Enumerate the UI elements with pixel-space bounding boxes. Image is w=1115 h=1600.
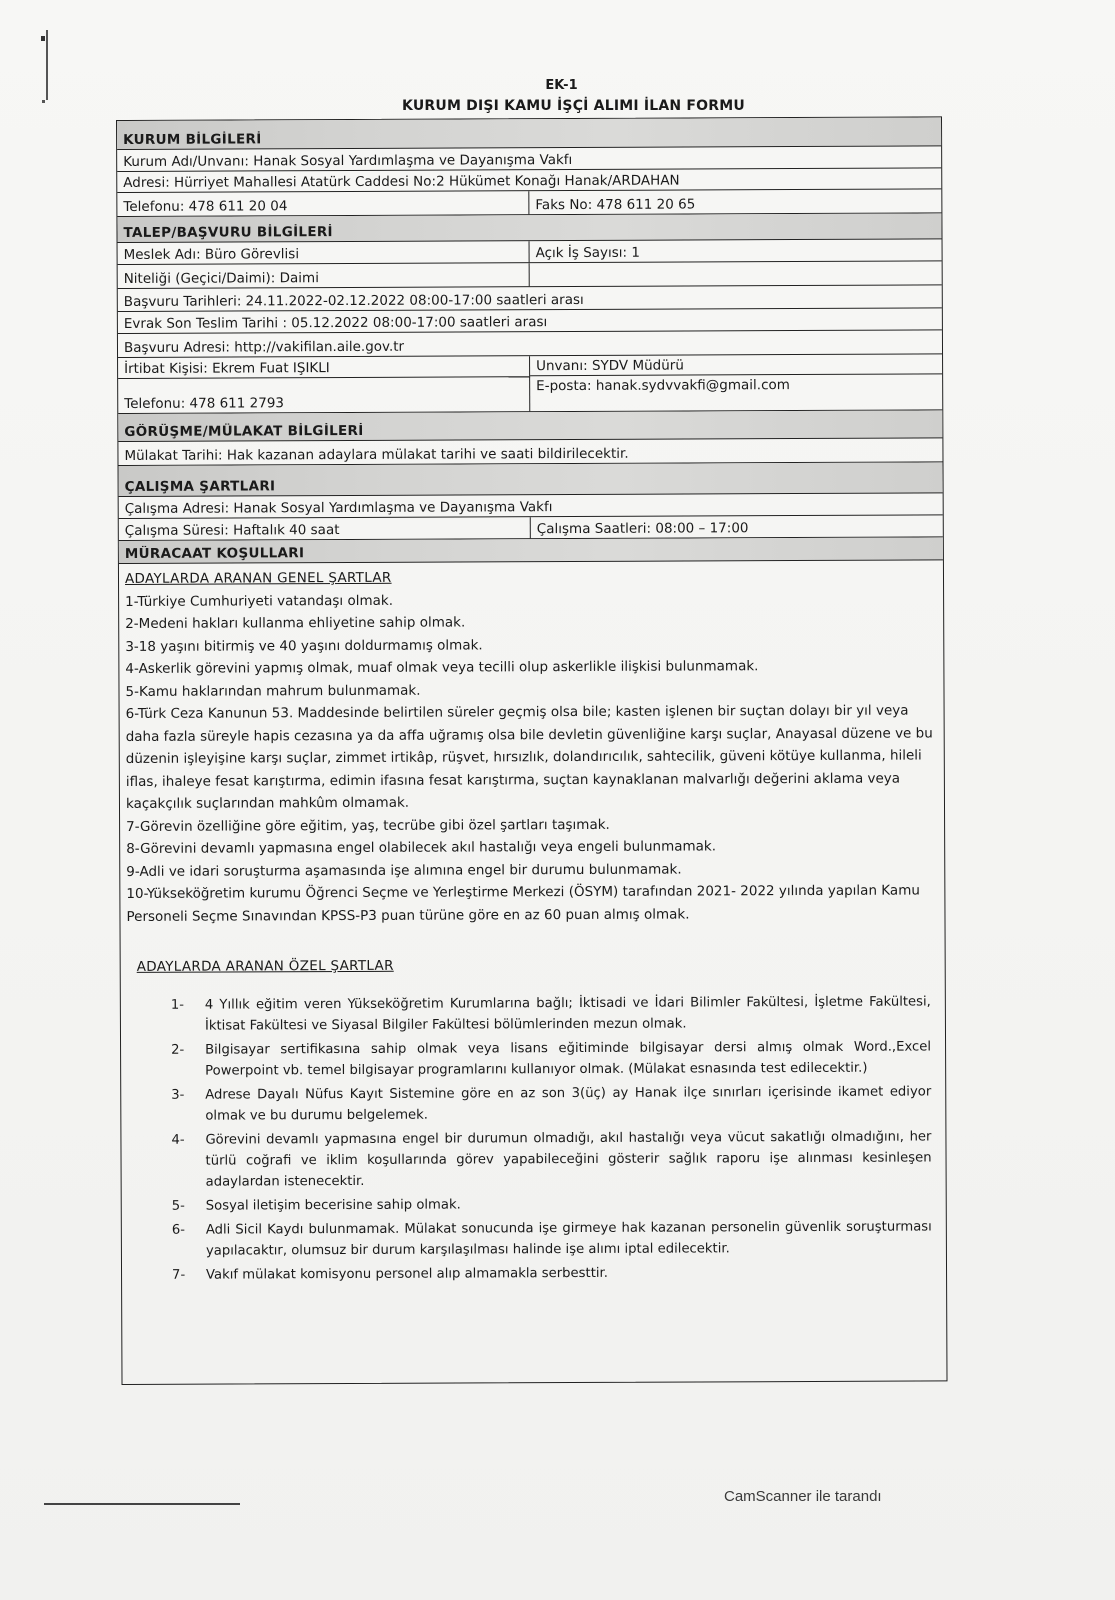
general-requirement: 8-Görevini devamlı yapmasına engel olabilecek akıl hastalığı veya engeli bulunmamak. xyxy=(126,838,717,857)
row-interview-date xyxy=(118,438,942,466)
special-requirements-heading: ADAYLARDA ARANAN ÖZEL ŞARTLAR xyxy=(136,957,394,975)
item-text: Vakıf mülakat komisyonu personel alıp almamakla serbesttir. xyxy=(206,1265,608,1283)
general-requirement: 4-Askerlik görevini yapmış olmak, muaf olmak veya tecilli olup askerlikle ilişkisi bulunmamak. xyxy=(125,658,759,677)
section-title: MÜRACAAT KOŞULLARI xyxy=(124,545,305,562)
institution-name: Kurum Adı/Unvanı: Hanak Sosyal Yardımlaşma ve Dayanışma Vakfı xyxy=(123,152,573,170)
application-address: Başvuru Adresi: http://vakifilan.aile.gov.tr xyxy=(123,338,405,356)
row-nature xyxy=(118,261,942,289)
institution-address: Adresi: Hürriyet Mahallesi Atatürk Caddesi No:2 Hükümet Konağı Hanak/ARDAHAN xyxy=(123,172,680,191)
section-mulakat xyxy=(118,410,942,442)
institution-fax: Faks No: 478 611 20 65 xyxy=(535,196,696,214)
special-requirement xyxy=(172,1261,932,1285)
general-requirement: 9-Adli ve idari soruşturma aşamasında işe alımına engel bir durumu bulunmamak. xyxy=(126,861,682,880)
work-address: Çalışma Adresi: Hanak Sosyal Yardımlaşma ve Dayanışma Vakfı xyxy=(124,499,553,517)
special-requirement xyxy=(172,1216,932,1261)
general-requirement: 6-Türk Ceza Kanunun 53. Maddesinde belirtilen süreler geçmiş olsa bile; kasten işlenen bir suçtan dolayı bir yıl veya daha fazla süreyle hapis cezasına ya da affa uğramış olsa bile devletin güvenliğine karşı suçlar, Anayasal düzene ve bu düzenin işleyişine karşı suçlar, zimmet irtikâp, rüşvet, hırsızlık, dolandırıcılık, sahtecilik, güveni kötüye kullanma, hileli iflas, ihaleye fesat karıştırma, edimin ifasına fesat karıştırma, suçtan kaynaklanan malvarlığı değerini aklama veya kaçakçılık suçlarından mahkûm olmamak. xyxy=(125,702,933,812)
row-application-address xyxy=(118,330,942,358)
special-requirements-list xyxy=(127,991,936,1286)
item-number: 4- xyxy=(171,1132,185,1148)
open-positions: Açık İş Sayısı: 1 xyxy=(535,244,641,262)
contact-person: İrtibat Kişisi: Ekrem Fuat IŞIKLI xyxy=(118,356,530,378)
special-requirement xyxy=(171,1081,931,1126)
item-text: Görevini devamlı yapmasına engel bir durumun olmadığı, akıl hastalığı veya vücut sakatlığı olmadığını, her türlü coğrafi ve iklim koşullarında görev yapabileceğini gösterir sağlık raporu işe alınması kesinleşen adaylardan istenecektir. xyxy=(205,1128,932,1190)
special-requirement xyxy=(171,1036,931,1081)
contact-phone: Telefonu: 478 611 2793 xyxy=(118,376,530,413)
form-title: KURUM DIŞI KAMU İŞÇİ ALIMI İLAN FORMU xyxy=(402,98,745,114)
special-requirement xyxy=(172,1192,932,1216)
job-nature: Niteliği (Geçici/Daimi): Daimi xyxy=(118,263,530,288)
item-number: 6- xyxy=(171,1222,186,1238)
row-kurum-phone xyxy=(117,189,941,217)
general-requirement: 2-Medeni hakları kullanma ehliyetine sahip olmak. xyxy=(125,614,466,632)
interview-date: Mülakat Tarihi: Hak kazanan adaylara mülakat tarihi ve saati bildirilecektir. xyxy=(124,445,629,464)
item-number: 3- xyxy=(171,1087,185,1103)
item-text: 4 Yıllık eğitim veren Yükseköğretim Kurumlarına bağlı; İktisadi ve İdari Bilimler Fakültesi, İşletme Fakültesi, İktisat Fakültesi ve Siyasal Bilgiler Fakültesi bölümlerinden mezun olmak. xyxy=(204,993,931,1034)
application-conditions xyxy=(119,560,946,1285)
general-requirement: 1-Türkiye Cumhuriyeti vatandaşı olmak. xyxy=(125,592,394,610)
contact-email: E-posta: hanak.sydvvakfi@gmail.com xyxy=(536,377,790,395)
item-text: Adli Sicil Kaydı bulunmamak. Mülakat sonucunda işe girmeye hak kazanan personelin güvenlik soruşturması yapılacaktır, olumsuz bir durum karşılaşılması halinde işe alımı iptal edilecektir. xyxy=(205,1218,932,1259)
empty-cell xyxy=(530,261,942,286)
section-kurum xyxy=(117,117,941,150)
scanner-watermark: CamScanner ile tarandı xyxy=(724,1488,882,1505)
general-requirement: 5-Kamu haklarından mahrum bulunmamak. xyxy=(125,682,421,700)
section-calisma xyxy=(119,462,943,497)
item-number: 7- xyxy=(172,1267,186,1283)
special-requirement xyxy=(171,991,931,1036)
scan-speck xyxy=(41,36,45,41)
section-title: KURUM BİLGİLERİ xyxy=(123,131,262,148)
general-requirements-heading: ADAYLARDA ARANAN GENEL ŞARTLAR xyxy=(124,569,392,587)
annex-label: EK-1 xyxy=(545,78,578,93)
general-requirement: 7-Görevin özelliğine göre eğitim, yaş, tecrübe gibi özel şartları taşımak. xyxy=(126,816,610,835)
work-duration: Çalışma Süresi: Haftalık 40 saat xyxy=(119,517,531,540)
application-dates: Başvuru Tarihleri: 24.11.2022-02.12.2022 08:00-17:00 saatleri arası xyxy=(123,291,584,310)
section-title: GÖRÜŞME/MÜLAKAT BİLGİLERİ xyxy=(124,422,364,440)
footer-rule xyxy=(44,1503,240,1505)
item-number: 1- xyxy=(170,997,185,1013)
item-text: Sosyal iletişim becerisine sahip olmak. xyxy=(205,1197,461,1214)
section-talep xyxy=(117,213,941,243)
general-requirement: 3-18 yaşını bitirmiş ve 40 yaşını doldurmamış olmak. xyxy=(125,636,483,655)
announcement-form xyxy=(116,116,948,1385)
profession: Meslek Adı: Büro Görevlisi xyxy=(118,241,530,264)
contact-title: Unvanı: SYDV Müdürü xyxy=(530,354,942,376)
item-number: 5- xyxy=(171,1198,185,1214)
section-title: TALEP/BAŞVURU BİLGİLERİ xyxy=(123,224,333,241)
item-number: 2- xyxy=(171,1042,185,1058)
special-requirement xyxy=(171,1126,931,1192)
institution-phone: Telefonu: 478 611 20 04 xyxy=(117,191,529,216)
section-title: ÇALIŞMA ŞARTLARI xyxy=(124,478,276,495)
item-text: Bilgisayar sertifikasına sahip olmak veya lisans eğitiminde bilgisayar dersi almış olmak Word.,Excel Powerpoint vb. temel bilgisayar programlarını kullanıyor olmak. (Mülakat esnasında test edilecektir.) xyxy=(205,1038,932,1079)
row-contact-phone xyxy=(118,374,942,414)
document-deadline: Evrak Son Teslim Tarihi : 05.12.2022 08:00-17:00 saatleri arası xyxy=(123,314,548,332)
work-hours: Çalışma Saatleri: 08:00 – 17:00 xyxy=(536,520,749,538)
item-text: Adrese Dayalı Nüfus Kayıt Sistemine göre en az son 3(üç) ay Hanak ilçe sınırları içerisinde ikamet ediyor olmak ve bu durumu belgelemek. xyxy=(205,1083,932,1124)
general-requirement: 10-Yükseköğretim kurumu Öğrenci Seçme ve Yerleştirme Merkezi (ÖSYM) tarafından 2021- 2022 yılında yapılan Kamu Personeli Seçme Sınavından KPSS-P3 puan türüne göre en az 60 puan almış olmak. xyxy=(126,882,920,925)
section-muracaat xyxy=(119,537,943,564)
